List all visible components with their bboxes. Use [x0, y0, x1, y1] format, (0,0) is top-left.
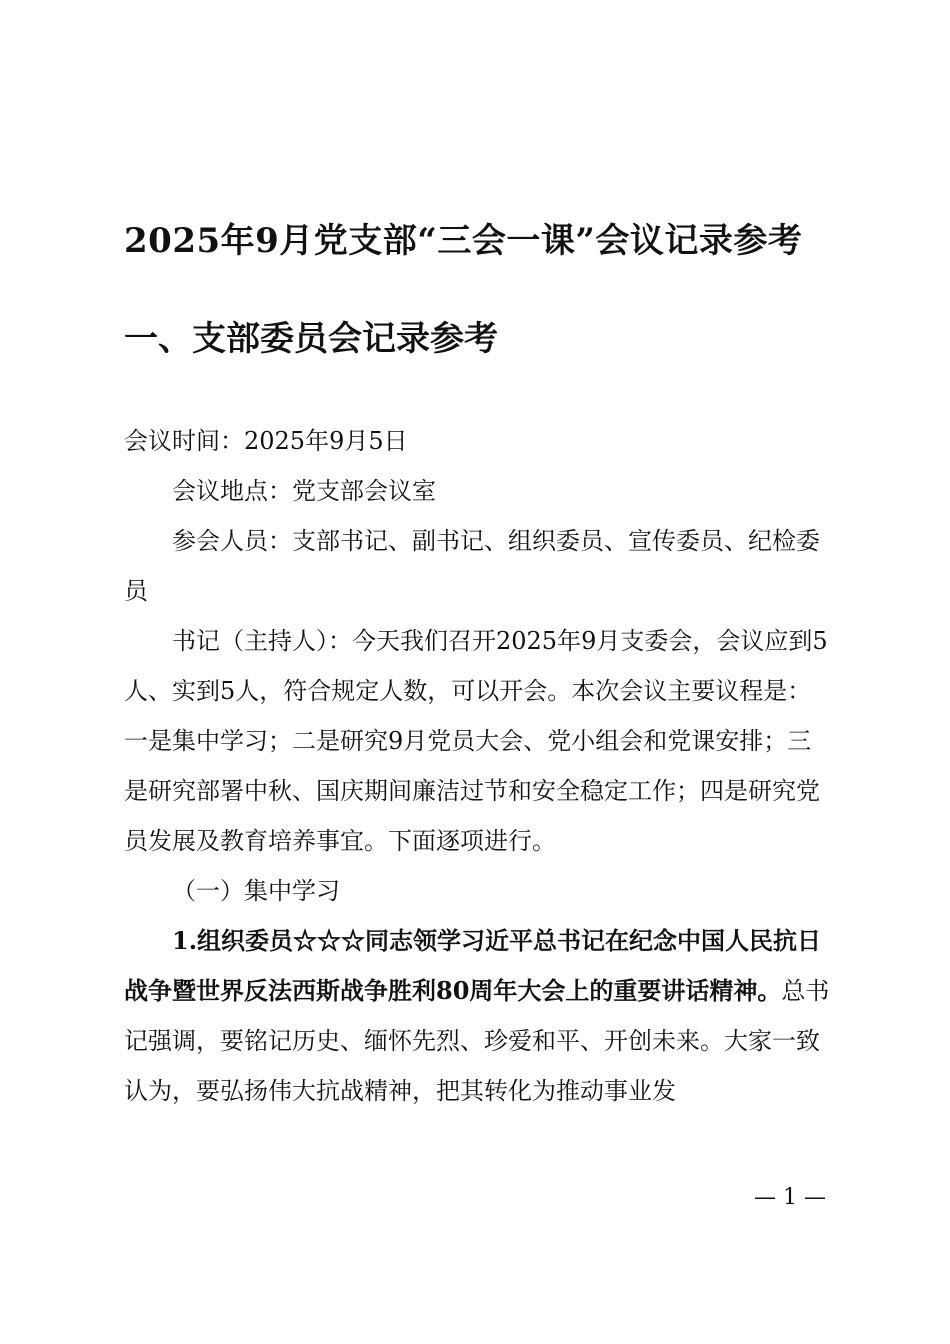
subsection-heading: （一）集中学习: [172, 877, 340, 905]
study-item: [124, 916, 832, 1116]
study-item-heading: 1.组织委员☆☆☆同志领学习近平总书记在纪念中国人民抗日战争暨世界反法西斯战争胜利80周年大会上的重要讲话精神。: [124, 926, 822, 1005]
attendees: 参会人员：支部书记、副书记、组织委员、宣传委员、纪检委员: [124, 527, 820, 605]
document-body: [124, 416, 832, 1116]
study-item-text: 总书记强调，要铭记历史、缅怀先烈、珍爱和平、开创未来。大家一致认为，要弘扬伟大抗战精神，把其转化为推动事业发: [124, 977, 830, 1105]
page-number: — 1 —: [754, 1185, 826, 1210]
meeting-place: 会议地点：党支部会议室: [172, 477, 436, 505]
section-title: 一、支部委员会记录参考: [124, 319, 498, 359]
meeting-time: 会议时间：2025年9月5日: [124, 427, 408, 455]
host-introduction: 书记（主持人）：今天我们召开2025年9月支委会，会议应到5人、实到5人，符合规定人数，可以开会。本次会议主要议程是：一是集中学习；二是研究9月党员大会、党小组会和党课安排；三是研究部署中秋、国庆期间廉洁过节和安全稳定工作；四是研究党员发展及教育培养事宜。下面逐项进行。: [124, 627, 828, 855]
document-title: 2025年9月党支部“三会一课”会议记录参考: [124, 221, 803, 261]
